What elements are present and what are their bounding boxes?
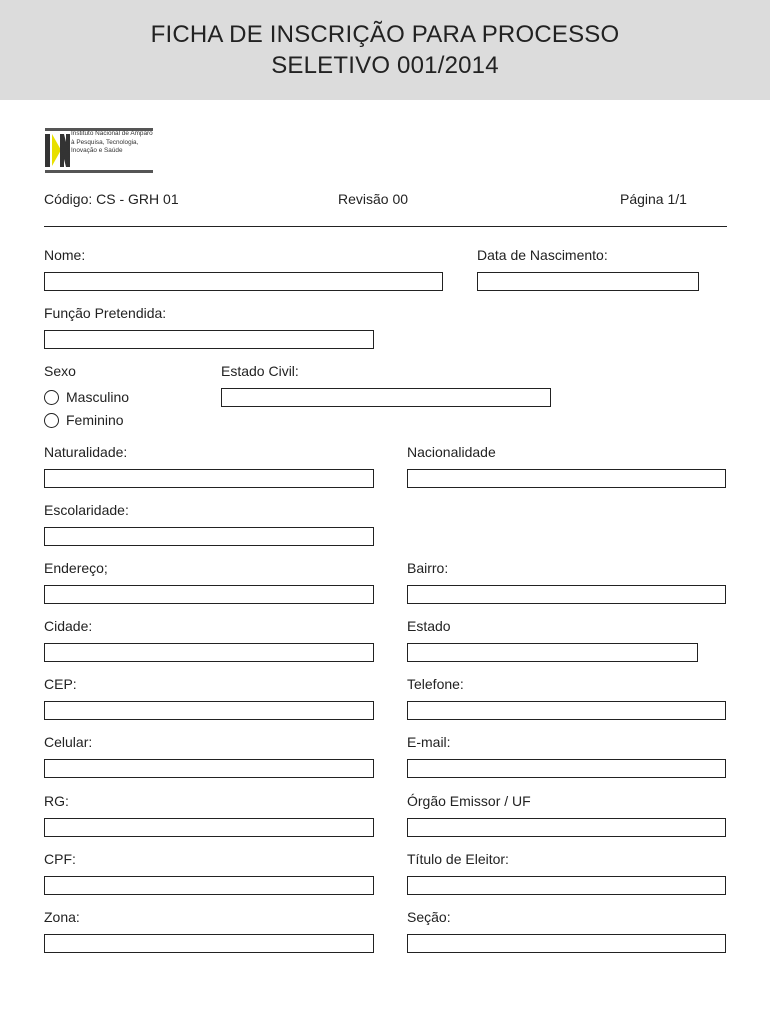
page-title-line-2: SELETIVO 001/2014 bbox=[271, 52, 499, 79]
cidade-label: Cidade: bbox=[44, 618, 93, 634]
feminino-label: Feminino bbox=[66, 412, 124, 428]
estado-civil-field[interactable] bbox=[221, 388, 551, 407]
orgao-emissor-field[interactable] bbox=[407, 818, 726, 837]
nacionalidade-field[interactable] bbox=[407, 469, 726, 488]
document-revision: Revisão 00 bbox=[338, 191, 409, 207]
data-nascimento-field[interactable] bbox=[477, 272, 699, 291]
naturalidade-label: Naturalidade: bbox=[44, 444, 128, 460]
nome-field[interactable] bbox=[44, 272, 443, 291]
telefone-label: Telefone: bbox=[407, 676, 464, 692]
masculino-label: Masculino bbox=[66, 389, 130, 405]
celular-label: Celular: bbox=[44, 734, 93, 750]
estado-label: Estado bbox=[407, 618, 451, 634]
orgao-emissor-label: Órgão Emissor / UF bbox=[407, 793, 531, 809]
cpf-field[interactable] bbox=[44, 876, 374, 895]
bairro-label: Bairro: bbox=[407, 560, 449, 576]
zona-field[interactable] bbox=[44, 934, 374, 953]
title-banner bbox=[0, 0, 770, 100]
funcao-field[interactable] bbox=[44, 330, 374, 349]
cep-field[interactable] bbox=[44, 701, 374, 720]
estado-civil-label: Estado Civil: bbox=[221, 363, 299, 379]
secao-field[interactable] bbox=[407, 934, 726, 953]
secao-label: Seção: bbox=[407, 909, 451, 925]
endereco-label: Endereço; bbox=[44, 560, 108, 576]
funcao-label: Função Pretendida: bbox=[44, 305, 167, 321]
logo-caption bbox=[71, 130, 153, 156]
logo-caption-line-1: Instituto Nacional de Amparo bbox=[71, 130, 153, 137]
rg-label: RG: bbox=[44, 793, 69, 809]
estado-field[interactable] bbox=[407, 643, 698, 662]
document-code: Código: CS - GRH 01 bbox=[44, 191, 179, 207]
logo-caption-line-3: Inovação e Saúde bbox=[71, 147, 123, 155]
masculino-radio[interactable] bbox=[44, 390, 59, 405]
nome-label: Nome: bbox=[44, 247, 86, 263]
email-field[interactable] bbox=[407, 759, 726, 778]
bairro-field[interactable] bbox=[407, 585, 726, 604]
email-label: E-mail: bbox=[407, 734, 451, 750]
naturalidade-field[interactable] bbox=[44, 469, 374, 488]
escolaridade-field[interactable] bbox=[44, 527, 374, 546]
endereco-field[interactable] bbox=[44, 585, 374, 604]
nacionalidade-label: Nacionalidade bbox=[407, 444, 496, 460]
document-page: Página 1/1 bbox=[620, 191, 687, 207]
page-title-line-1: FICHA DE INSCRIÇÃO PARA PROCESSO bbox=[150, 21, 620, 48]
data-nascimento-label: Data de Nascimento: bbox=[477, 247, 608, 263]
logo-caption-line-2: à Pesquisa, Tecnologia, bbox=[71, 138, 139, 146]
telefone-field[interactable] bbox=[407, 701, 726, 720]
header-divider bbox=[44, 226, 727, 227]
titulo-eleitor-field[interactable] bbox=[407, 876, 726, 895]
escolaridade-label: Escolaridade: bbox=[44, 502, 129, 518]
zona-label: Zona: bbox=[44, 909, 80, 925]
titulo-eleitor-label: Título de Eleitor: bbox=[407, 851, 509, 867]
rg-field[interactable] bbox=[44, 818, 374, 837]
feminino-radio[interactable] bbox=[44, 413, 59, 428]
celular-field[interactable] bbox=[44, 759, 374, 778]
cpf-label: CPF: bbox=[44, 851, 76, 867]
cidade-field[interactable] bbox=[44, 643, 374, 662]
cep-label: CEP: bbox=[44, 676, 77, 692]
sexo-label: Sexo bbox=[44, 363, 76, 379]
